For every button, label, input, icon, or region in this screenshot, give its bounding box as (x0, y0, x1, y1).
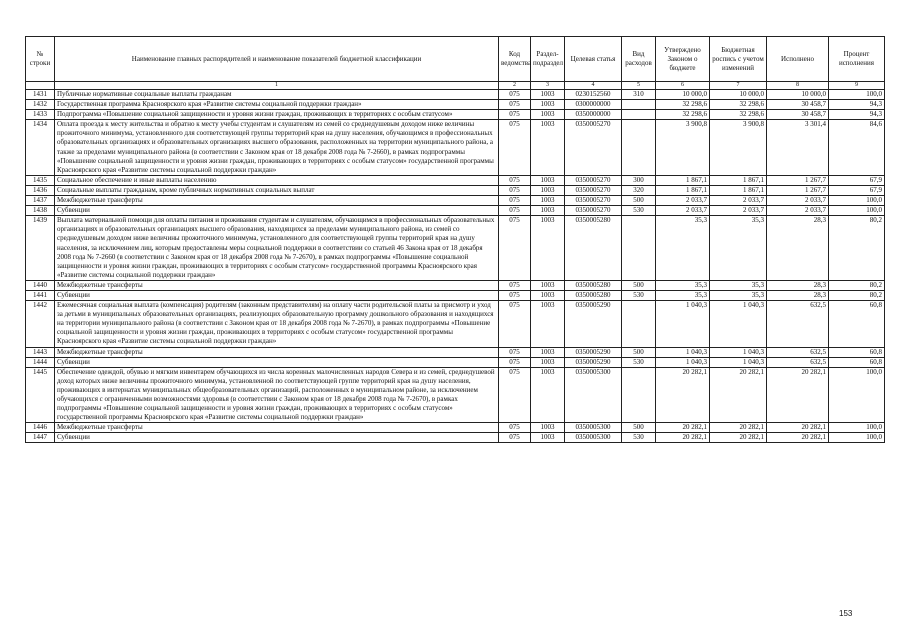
row-name: Подпрограмма «Повышение социальной защищенности и уровня жизни граждан, проживающих в территориях с особым статусом» (55, 110, 499, 120)
column-number: 6 (656, 82, 710, 90)
table-row (26, 90, 885, 100)
row-ispoln: 1 267,7 (767, 175, 829, 185)
row-rosp: 32 298,6 (710, 110, 767, 120)
row-ispoln: 632,5 (767, 357, 829, 367)
column-number-row (26, 82, 885, 90)
row-vid: 500 (622, 280, 656, 290)
row-vid (622, 367, 656, 423)
row-ved: 075 (499, 433, 531, 443)
table-row (26, 175, 885, 185)
header-row (26, 37, 885, 82)
row-utv: 3 900,8 (656, 120, 710, 176)
row-number: 1435 (26, 175, 55, 185)
row-vid: 530 (622, 433, 656, 443)
row-name: Публичные нормативные социальные выплаты гражданам (55, 90, 499, 100)
row-utv: 1 867,1 (656, 175, 710, 185)
row-statya: 0350005290 (565, 357, 622, 367)
row-rosp: 20 282,1 (710, 367, 767, 423)
column-number: 4 (565, 82, 622, 90)
row-procent: 100,0 (829, 433, 885, 443)
header-ved: Код ведомства (499, 37, 531, 82)
row-razdel: 1003 (531, 301, 565, 347)
table-row (26, 206, 885, 216)
row-number: 1437 (26, 196, 55, 206)
row-utv: 35,3 (656, 290, 710, 300)
row-ispoln: 10 000,0 (767, 90, 829, 100)
header-utv: Утверждено Законом о бюджете (656, 37, 710, 82)
table-row (26, 120, 885, 176)
row-razdel: 1003 (531, 357, 565, 367)
row-ved: 075 (499, 120, 531, 176)
row-statya: 0350005290 (565, 301, 622, 347)
row-number: 1446 (26, 423, 55, 433)
row-statya: 0350005280 (565, 290, 622, 300)
table-row (26, 280, 885, 290)
row-ispoln: 20 282,1 (767, 423, 829, 433)
row-number: 1442 (26, 301, 55, 347)
row-statya: 0350005270 (565, 206, 622, 216)
row-razdel: 1003 (531, 280, 565, 290)
row-razdel: 1003 (531, 100, 565, 110)
row-razdel: 1003 (531, 185, 565, 195)
row-number: 1439 (26, 216, 55, 281)
row-rosp: 1 867,1 (710, 185, 767, 195)
row-vid: 500 (622, 347, 656, 357)
row-ispoln: 20 282,1 (767, 433, 829, 443)
row-name: Оплата проезда к месту жительства и обратно к месту учебы студентам и слушателям из семей со среднедушевым доходом ниже величины прожиточного минимума, установленного для соответствующей группы территорий края на душу населения, обучающимся в профессиональных образовательных организациях и образовательных организациях высшего образования, расположенных на территории муниципального района, а также за пределами муниципального района (в соответствии с Законом края от 18 декабря 2008 года № 7-2660), в рамках подпрограммы «Повышение социальной защищенности и уровня жизни граждан, проживающих в территориях с особым статусом» государственной программы Красноярского края «Развитие системы социальной поддержки граждан» (55, 120, 499, 176)
row-rosp: 20 282,1 (710, 423, 767, 433)
row-utv: 20 282,1 (656, 367, 710, 423)
column-number: 8 (767, 82, 829, 90)
row-number: 1433 (26, 110, 55, 120)
row-ispoln: 1 267,7 (767, 185, 829, 195)
row-ved: 075 (499, 110, 531, 120)
row-rosp: 35,3 (710, 290, 767, 300)
row-number: 1441 (26, 290, 55, 300)
row-vid: 500 (622, 423, 656, 433)
column-number: 2 (499, 82, 531, 90)
row-name: Субвенции (55, 290, 499, 300)
row-razdel: 1003 (531, 216, 565, 281)
row-procent: 94,3 (829, 100, 885, 110)
row-ved: 075 (499, 357, 531, 367)
row-procent: 67,9 (829, 175, 885, 185)
row-vid (622, 100, 656, 110)
row-vid: 530 (622, 290, 656, 300)
row-ispoln: 2 033,7 (767, 206, 829, 216)
row-utv: 1 040,3 (656, 357, 710, 367)
row-rosp: 35,3 (710, 216, 767, 281)
row-rosp: 10 000,0 (710, 90, 767, 100)
row-number: 1440 (26, 280, 55, 290)
column-number: 9 (829, 82, 885, 90)
row-procent: 100,0 (829, 206, 885, 216)
table-row (26, 357, 885, 367)
table-row (26, 433, 885, 443)
row-utv: 20 282,1 (656, 423, 710, 433)
row-ispoln: 28,3 (767, 216, 829, 281)
header-procent: Процент исполнения (829, 37, 885, 82)
row-procent: 60,8 (829, 357, 885, 367)
row-ispoln: 28,3 (767, 280, 829, 290)
row-ispoln: 632,5 (767, 347, 829, 357)
row-rosp: 20 282,1 (710, 433, 767, 443)
row-procent: 80,2 (829, 280, 885, 290)
header-rosp: Бюджетная роспись с учетом изменений (710, 37, 767, 82)
row-number: 1444 (26, 357, 55, 367)
row-number: 1447 (26, 433, 55, 443)
row-rosp: 3 900,8 (710, 120, 767, 176)
row-number: 1432 (26, 100, 55, 110)
column-number: 5 (622, 82, 656, 90)
row-procent: 67,9 (829, 185, 885, 195)
row-vid: 320 (622, 185, 656, 195)
row-ispoln: 632,5 (767, 301, 829, 347)
row-rosp: 32 298,6 (710, 100, 767, 110)
table-row (26, 367, 885, 423)
page-number: 153 (839, 609, 853, 618)
row-utv: 2 033,7 (656, 206, 710, 216)
row-ved: 075 (499, 90, 531, 100)
row-utv: 10 000,0 (656, 90, 710, 100)
table-row (26, 110, 885, 120)
row-razdel: 1003 (531, 196, 565, 206)
row-name: Ежемесячная социальная выплата (компенсация) родителям (законным представителям) на оплату части родительской платы за присмотр и уход за детьми в муниципальных образовательных организациях, реализующих образовательную программу дошкольного образования и находящихся на территории муниципального района (в соответствии с Законом края от 18 декабря 2008 года № 7-2670), в рамках подпрограммы «Повышение социальной защищенности и уровня жизни граждан, проживающих в территориях с особым статусом» государственной программы Красноярского края «Развитие системы социальной поддержки граждан» (55, 301, 499, 347)
row-utv: 1 040,3 (656, 347, 710, 357)
row-number: 1445 (26, 367, 55, 423)
row-statya: 0230152560 (565, 90, 622, 100)
row-statya: 0350005270 (565, 120, 622, 176)
row-razdel: 1003 (531, 433, 565, 443)
row-rosp: 2 033,7 (710, 196, 767, 206)
row-ved: 075 (499, 216, 531, 281)
row-ved: 075 (499, 301, 531, 347)
table-row (26, 196, 885, 206)
row-procent: 100,0 (829, 367, 885, 423)
row-ved: 075 (499, 423, 531, 433)
row-razdel: 1003 (531, 423, 565, 433)
row-statya: 0350005270 (565, 175, 622, 185)
row-procent: 60,8 (829, 301, 885, 347)
table-row (26, 216, 885, 281)
row-razdel: 1003 (531, 110, 565, 120)
row-ved: 075 (499, 185, 531, 195)
row-ved: 075 (499, 196, 531, 206)
row-razdel: 1003 (531, 347, 565, 357)
row-name: Социальное обеспечение и иные выплаты населению (55, 175, 499, 185)
row-rosp: 1 867,1 (710, 175, 767, 185)
row-name: Межбюджетные трансферты (55, 196, 499, 206)
row-vid (622, 301, 656, 347)
row-procent: 100,0 (829, 196, 885, 206)
header-razdel: Раздел-подраздел (531, 37, 565, 82)
row-procent: 60,8 (829, 347, 885, 357)
row-procent: 80,2 (829, 216, 885, 281)
row-name: Выплата материальной помощи для оплаты питания и проживания студентам и слушателям, обучающимся в профессиональных образовательных организациях и образовательных организациях высшего образования, находящихся за пределами муниципального района, из семей со среднедушевым доходом ниже величины прожиточного минимума, установленного для соответствующей группы территорий края на душу населения, за исключением лиц, которым предоставлены меры социальной поддержки в соответствии со статьей 46 Закона края от 18 декабря 2008 года № 7-2660 (в соответствии с Законом края от 18 декабря 2008 года № 7-2670), в рамках подпрограммы «Повышение социальной защищенности и уровня жизни граждан, проживающих в территориях с особым статусом» государственной программы Красноярского края «Развитие системы социальной поддержки граждан» (55, 216, 499, 281)
row-name: Межбюджетные трансферты (55, 280, 499, 290)
table-row (26, 100, 885, 110)
row-name: Субвенции (55, 206, 499, 216)
row-name: Субвенции (55, 433, 499, 443)
row-vid: 500 (622, 196, 656, 206)
row-number: 1443 (26, 347, 55, 357)
row-vid: 530 (622, 357, 656, 367)
row-ispoln: 30 458,7 (767, 100, 829, 110)
row-vid: 530 (622, 206, 656, 216)
row-statya: 0350000000 (565, 110, 622, 120)
header-statya: Целевая статья (565, 37, 622, 82)
row-procent: 84,6 (829, 120, 885, 176)
row-utv: 35,3 (656, 280, 710, 290)
table-row (26, 290, 885, 300)
row-vid: 300 (622, 175, 656, 185)
row-statya: 0300000000 (565, 100, 622, 110)
row-razdel: 1003 (531, 290, 565, 300)
table-row (26, 347, 885, 357)
row-number: 1436 (26, 185, 55, 195)
budget-table (25, 36, 885, 443)
table-body (26, 90, 885, 443)
row-razdel: 1003 (531, 120, 565, 176)
row-name: Государственная программа Красноярского края «Развитие системы социальной поддержки граждан» (55, 100, 499, 110)
row-utv: 35,3 (656, 216, 710, 281)
row-ved: 075 (499, 175, 531, 185)
row-procent: 80,2 (829, 290, 885, 300)
row-rosp: 35,3 (710, 280, 767, 290)
row-vid (622, 110, 656, 120)
row-statya: 0350005270 (565, 196, 622, 206)
row-ved: 075 (499, 100, 531, 110)
row-procent: 100,0 (829, 423, 885, 433)
row-ispoln: 3 301,4 (767, 120, 829, 176)
row-statya: 0350005270 (565, 185, 622, 195)
table-row (26, 301, 885, 347)
row-razdel: 1003 (531, 90, 565, 100)
row-utv: 1 040,3 (656, 301, 710, 347)
row-rosp: 1 040,3 (710, 347, 767, 357)
row-vid: 310 (622, 90, 656, 100)
table-row (26, 423, 885, 433)
row-rosp: 1 040,3 (710, 301, 767, 347)
row-number: 1438 (26, 206, 55, 216)
row-statya: 0350005290 (565, 347, 622, 357)
row-rosp: 1 040,3 (710, 357, 767, 367)
row-ispoln: 28,3 (767, 290, 829, 300)
column-number: 3 (531, 82, 565, 90)
row-name: Обеспечение одеждой, обувью и мягким инвентарем обучающихся из числа коренных малочисленных народов Севера и из семей, среднедушевой доход которых ниже величины прожиточного минимума, установленной по соответствующей группе территорий края на душу населения, проживающих в интернатах муниципальных общеобразовательных организаций, расположенных в муниципальном районе, за исключением обучающихся с ограниченными возможностями здоровья (в соответствии с Законом края от 18 декабря 2008 года № 7-2670), в рамках подпрограммы «Повышение социальной защищенности и уровня жизни граждан, проживающих в территориях с особым статусом» государственной программы Красноярского края «Развитие системы социальной поддержки граждан» (55, 367, 499, 423)
row-razdel: 1003 (531, 367, 565, 423)
header-ispoln: Исполнено (767, 37, 829, 82)
row-ved: 075 (499, 290, 531, 300)
row-name: Социальные выплаты гражданам, кроме публичных нормативных социальных выплат (55, 185, 499, 195)
row-number: 1431 (26, 90, 55, 100)
column-number: 1 (55, 82, 499, 90)
row-utv: 20 282,1 (656, 433, 710, 443)
row-vid (622, 120, 656, 176)
column-number: 7 (710, 82, 767, 90)
row-razdel: 1003 (531, 175, 565, 185)
row-statya: 0350005300 (565, 423, 622, 433)
row-number: 1434 (26, 120, 55, 176)
table-row (26, 185, 885, 195)
row-vid (622, 216, 656, 281)
row-ved: 075 (499, 280, 531, 290)
row-name: Субвенции (55, 357, 499, 367)
header-vid: Вид расходов (622, 37, 656, 82)
row-ispoln: 2 033,7 (767, 196, 829, 206)
row-razdel: 1003 (531, 206, 565, 216)
row-utv: 32 298,6 (656, 110, 710, 120)
row-ved: 075 (499, 347, 531, 357)
header-num: № строки (26, 37, 55, 82)
row-name: Межбюджетные трансферты (55, 347, 499, 357)
row-ispoln: 30 458,7 (767, 110, 829, 120)
header-name: Наименование главных распорядителей и наименование показателей бюджетной классификации (55, 37, 499, 82)
row-procent: 100,0 (829, 90, 885, 100)
row-procent: 94,3 (829, 110, 885, 120)
row-ispoln: 20 282,1 (767, 367, 829, 423)
row-statya: 0350005300 (565, 367, 622, 423)
row-ved: 075 (499, 206, 531, 216)
row-name: Межбюджетные трансферты (55, 423, 499, 433)
row-ved: 075 (499, 367, 531, 423)
row-statya: 0350005280 (565, 280, 622, 290)
row-utv: 1 867,1 (656, 185, 710, 195)
row-statya: 0350005280 (565, 216, 622, 281)
row-utv: 32 298,6 (656, 100, 710, 110)
column-number (26, 82, 55, 90)
row-statya: 0350005300 (565, 433, 622, 443)
row-rosp: 2 033,7 (710, 206, 767, 216)
row-utv: 2 033,7 (656, 196, 710, 206)
